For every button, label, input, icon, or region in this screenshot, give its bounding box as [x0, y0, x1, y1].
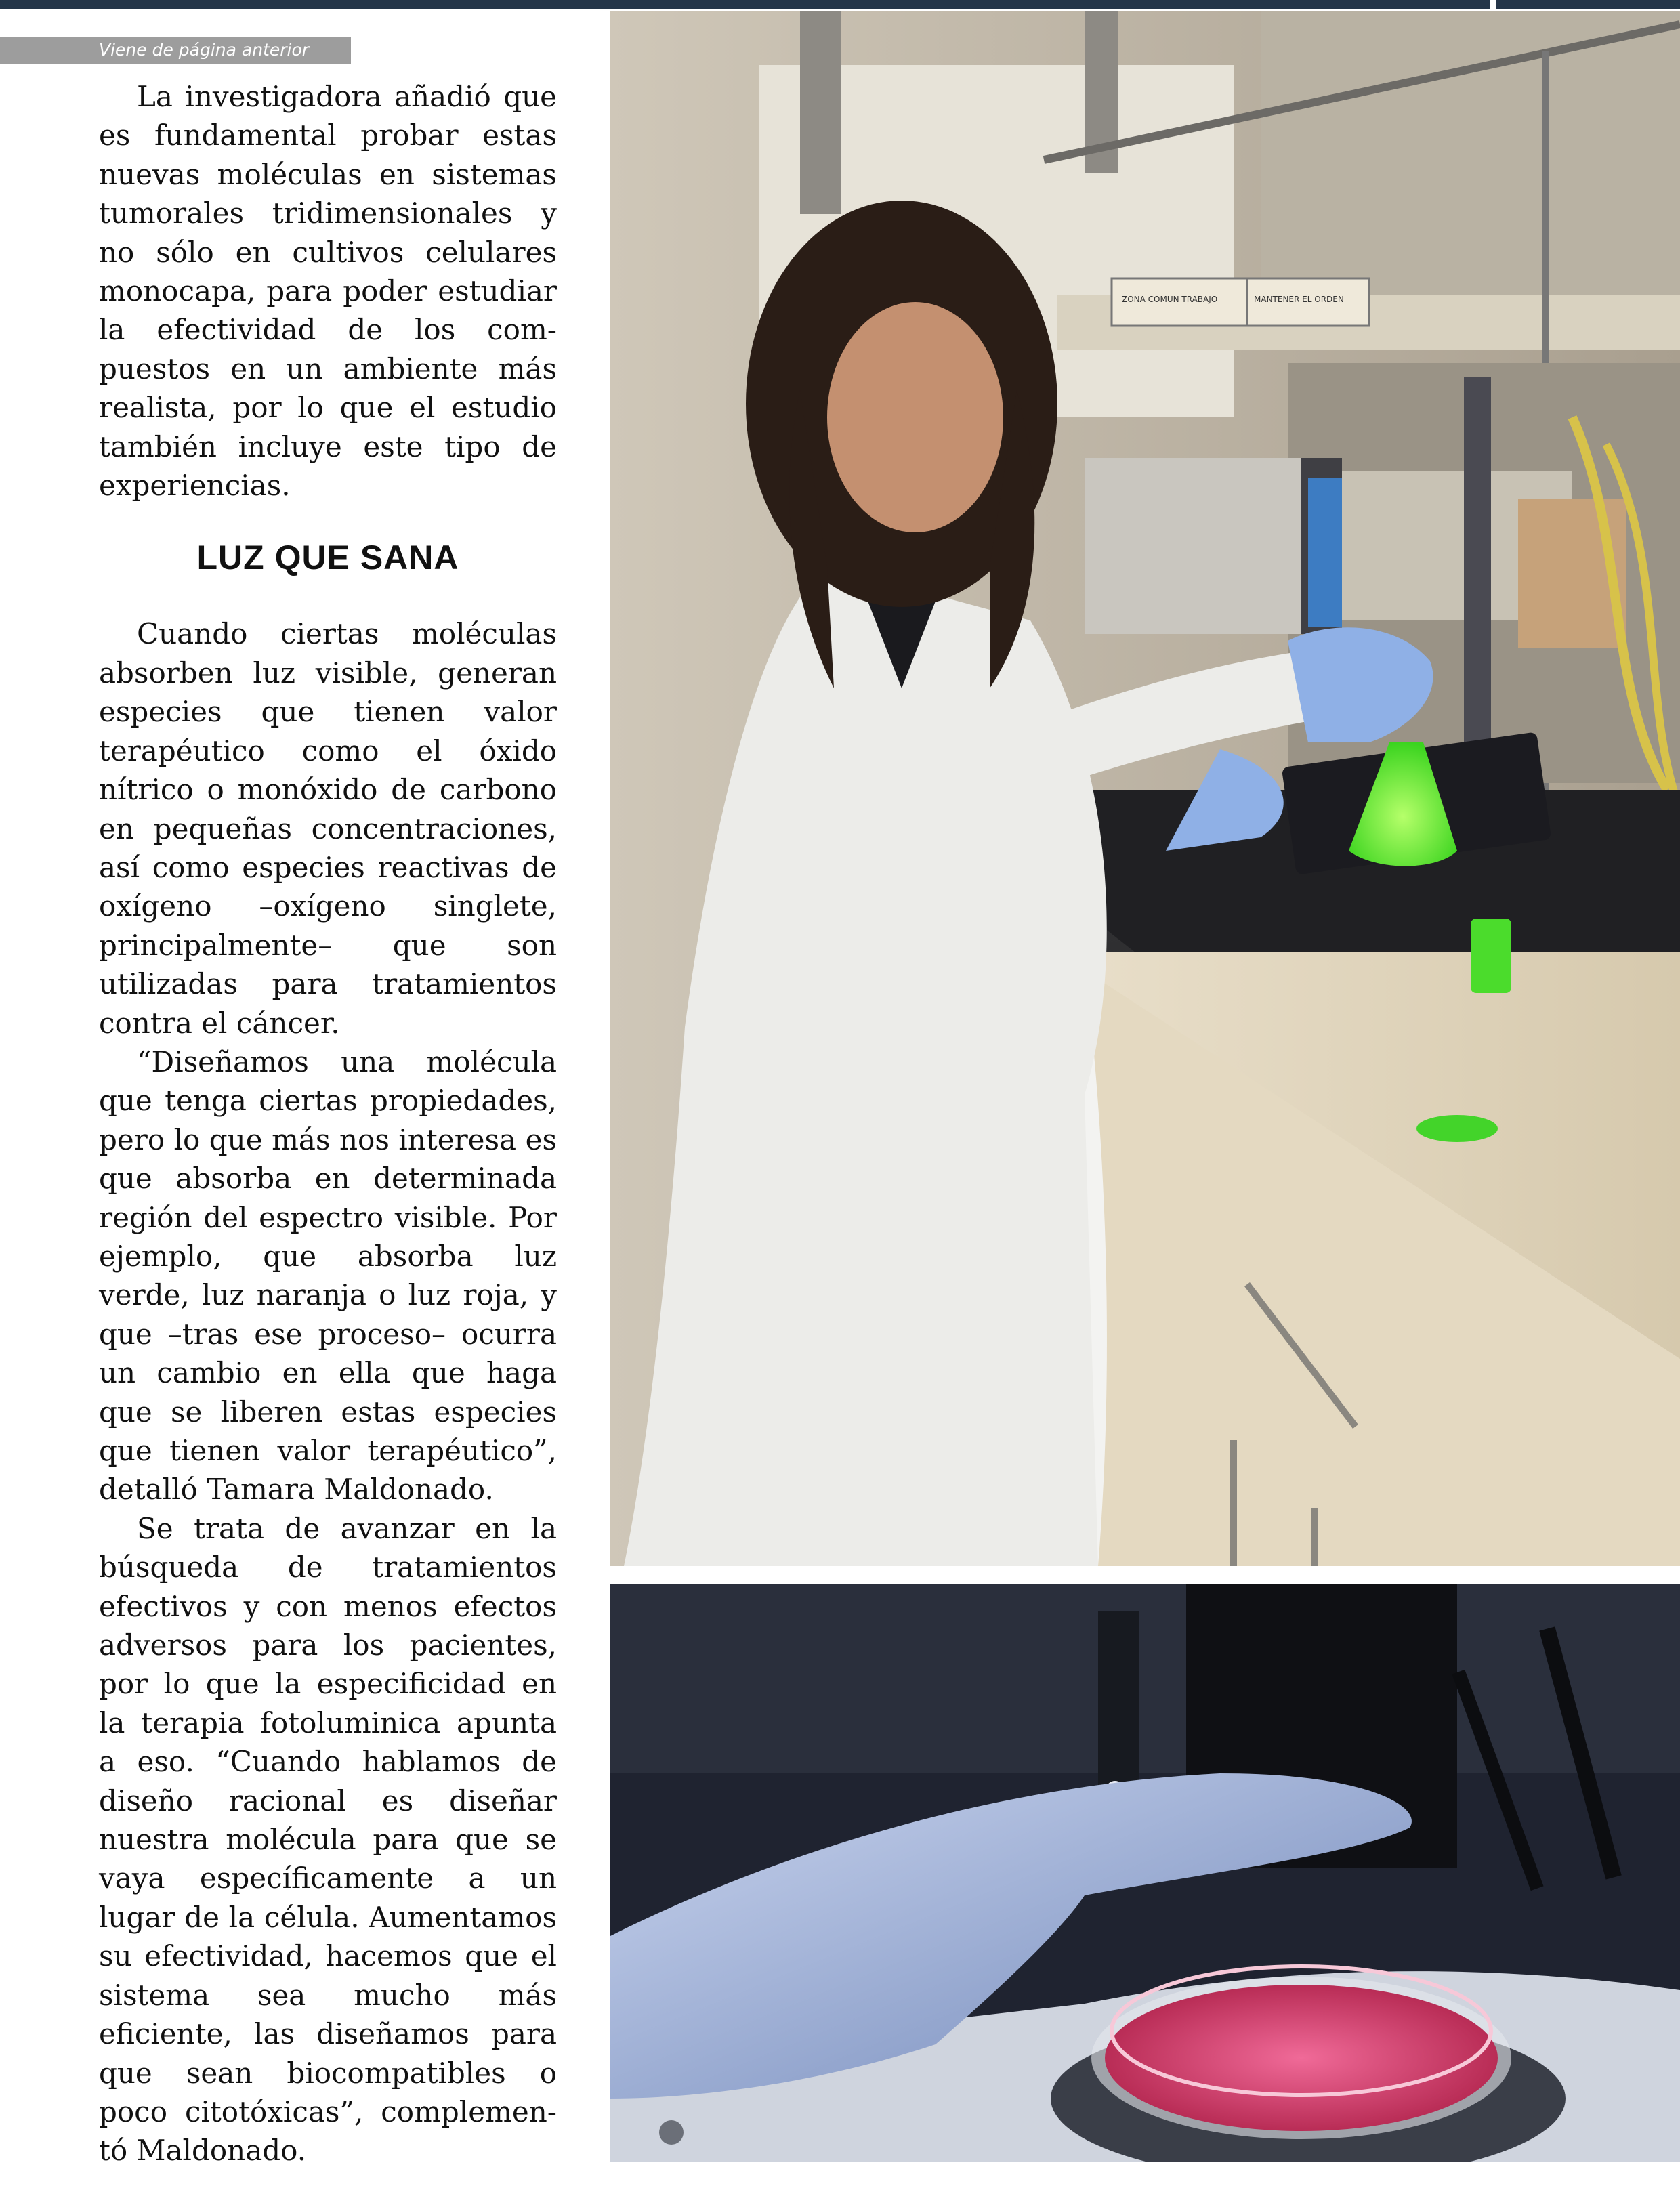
top-color-bar — [0, 0, 1680, 9]
section-heading: LUZ QUE SANA — [196, 539, 459, 577]
lab-researcher-photo — [610, 11, 1680, 1566]
article-column — [99, 77, 557, 2170]
svg-text:ZONA COMUN TRABAJO: ZONA COMUN TRABAJO — [1122, 295, 1218, 304]
svg-text:MANTENER EL ORDEN: MANTENER EL ORDEN — [1254, 295, 1344, 304]
paragraph-rational-design: Se trata de avanzar en la búsqueda de tratamientos efectivos y con menos efectos adversos para los pacientes, por lo que la especificidad en la terapia fotoluminica apunta a eso. “Cuando hablamos de diseño racional es diseñar nuestra molécula para que se vaya específicamente a un lugar de la célula. Aumentamos su efectividad, hacemos que el sistema sea mucho más eficiente, las diseñamos para que sean biocompatibles o poco citotóxicas”, complementó Maldonado. — [99, 1511, 557, 2168]
paragraph-light-molecules: Cuando ciertas moléculas absorben luz visible, generan especies que tienen valor terapéutico como el óxido nítrico o monóxido de carbono en pequeñas concentraciones, así como especies reactivas de oxígeno –oxígeno singlete, principalmente– que son utilizadas para tratamientos contra el cáncer. — [99, 617, 557, 1040]
continued-from-previous-page-label: Viene de página anterior — [0, 37, 351, 64]
petri-dish-photo — [610, 1584, 1680, 2162]
intro-paragraph: La investigadora añadió que es fundamental probar estas nuevas moléculas en sistemas tumorales tridimensionales y no sólo en cultivos celulares monocapa, para poder estudiar la efectividad de los compuestos en un ambiente más realista, por lo que el estudio también incluye este tipo de experiencias. — [99, 80, 557, 503]
paragraph-quote-design: “Diseñamos una molécula que tenga ciertas propiedades, pero lo que más nos interesa es que absorba en determinada región del espectro visible. Por ejemplo, que absorba luz verde, luz naranja o luz roja, y que –tras ese proceso– ocurra un cambio en ella que haga que se liberen estas especies que tienen valor terapéutico”, detalló Tamara Maldonado. — [99, 1045, 557, 1506]
top-bar-marker — [1490, 0, 1496, 9]
